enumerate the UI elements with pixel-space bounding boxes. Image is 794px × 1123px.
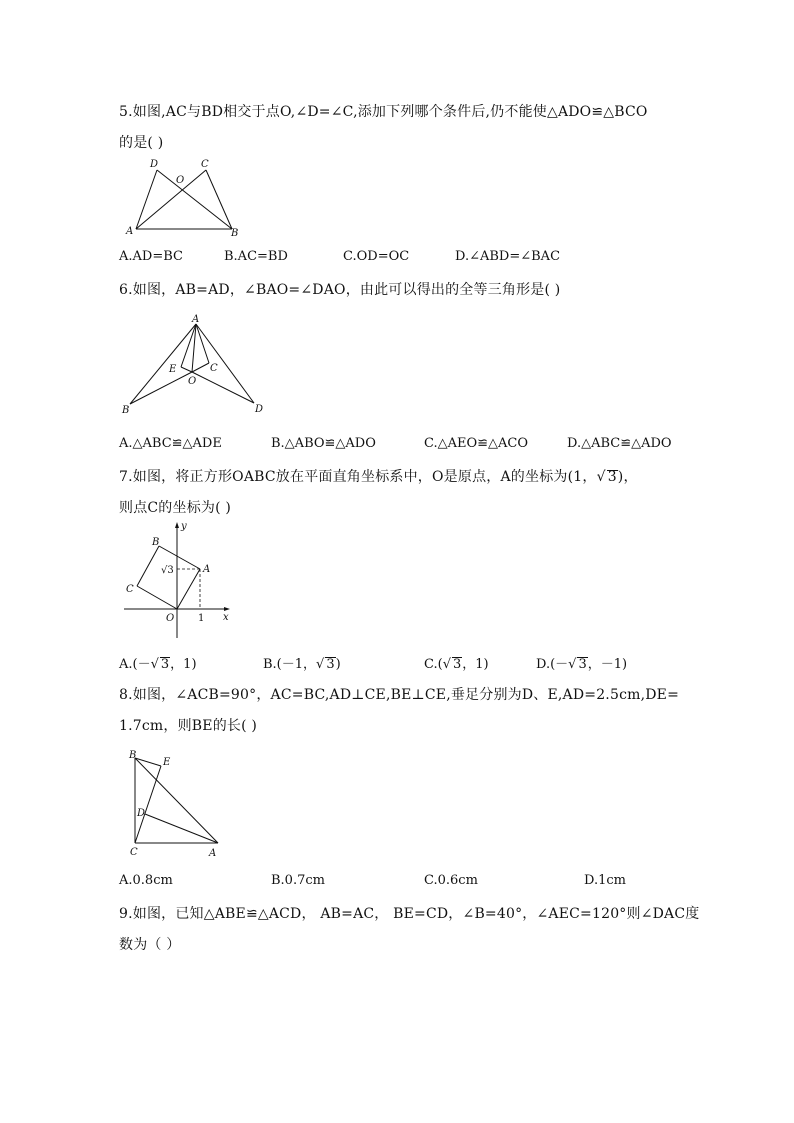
sqrt-icon: √	[316, 657, 325, 672]
q6-label-c: C	[210, 363, 218, 374]
q6-option-b[interactable]: B.△ABO≌△ADO	[271, 436, 376, 451]
q5-label-c: C	[201, 159, 209, 170]
q7-label-a: A	[203, 564, 211, 575]
q6-figure	[119, 312, 279, 422]
q7-option-a-post: ，1)	[170, 657, 197, 672]
q7-option-c-root: 3	[452, 657, 462, 672]
q7-label-y: y	[181, 521, 187, 532]
q7-stem-root: 3	[607, 469, 617, 485]
q8-label-a: A	[209, 848, 217, 859]
q7-option-d-root: 3	[578, 657, 587, 672]
q8-label-d: D	[137, 808, 146, 819]
q8-label-c: C	[130, 847, 138, 858]
q7-option-b-post: )	[335, 657, 341, 672]
q7-option-c[interactable]	[424, 653, 489, 672]
q5-label-a: A	[126, 226, 134, 237]
q5-option-c[interactable]: C.OD=OC	[343, 249, 410, 264]
q9-stem-line1: 9.如图，已知△ABE≌△ACD， AB=AC， BE=CD，∠B=40°，∠AEC=120°则∠DAC度	[119, 906, 700, 922]
q7-label-1: 1	[198, 613, 205, 624]
sqrt-icon: √	[596, 469, 606, 485]
q8-figure	[119, 746, 229, 858]
q6-label-a: A	[192, 314, 200, 325]
q8-label-e: E	[163, 757, 171, 768]
q8-label-b: B	[129, 750, 137, 761]
q7-figure	[119, 520, 239, 645]
q7-label-b: B	[152, 537, 160, 548]
q7-option-d-pre: D.(－	[536, 657, 569, 672]
sqrt-icon: √	[568, 657, 577, 672]
sqrt-icon: √	[442, 657, 451, 672]
q7-stem-text: 7.如图，将正方形OABC放在平面直角坐标系中，O是原点，A的坐标为(1，	[119, 469, 597, 485]
q5-label-d: D	[150, 159, 159, 170]
x-axis-arrow-icon	[224, 607, 230, 611]
q7-option-c-pre: C.(	[424, 657, 443, 672]
q9-stem-line2: 数为（ ）	[119, 937, 181, 953]
q5-option-d[interactable]: D.∠ABD=∠BAC	[455, 249, 561, 264]
q6-label-e: E	[169, 364, 177, 375]
q7-option-b[interactable]	[263, 653, 341, 672]
sqrt-icon: √	[150, 657, 159, 672]
q8-option-c[interactable]: C.0.6cm	[424, 873, 478, 888]
q7-label-x: x	[223, 612, 229, 623]
q7-stem-line1	[119, 466, 638, 486]
q8-stem-line1: 8.如图，∠ACB=90°，AC=BC,AD⊥CE,BE⊥CE,垂足分别为D、E,AD=2.5cm,DE=	[119, 687, 680, 703]
q7-option-b-pre: B.(－1，	[263, 657, 317, 672]
q7-stem-tail: )，	[617, 469, 638, 485]
q8-option-a[interactable]: A.0.8cm	[119, 873, 173, 888]
q5-option-b[interactable]: B.AC=BD	[224, 249, 288, 264]
q6-option-a[interactable]: A.△ABC≌△ADE	[119, 436, 222, 451]
q6-label-d: D	[255, 404, 264, 415]
q7-stem-line2: 则点C的坐标为( )	[119, 500, 232, 516]
q7-option-d[interactable]	[536, 653, 627, 672]
q7-option-a-pre: A.(－	[119, 657, 151, 672]
q8-option-b[interactable]: B.0.7cm	[271, 873, 325, 888]
q7-option-b-root: 3	[326, 657, 335, 672]
q5-stem-line2: 的是( )	[119, 135, 164, 151]
q7-label-o: O	[166, 613, 175, 624]
q6-label-b: B	[122, 405, 130, 416]
q7-label-c: C	[126, 584, 134, 595]
q7-option-c-post: ，1)	[462, 657, 489, 672]
q7-option-a[interactable]	[119, 653, 197, 672]
q6-label-o: O	[188, 376, 197, 387]
y-axis-arrow-icon	[175, 522, 179, 528]
q6-option-c[interactable]: C.△AEO≌△ACO	[424, 436, 529, 451]
q7-option-a-root: 3	[160, 657, 170, 672]
q8-option-d[interactable]: D.1cm	[584, 873, 626, 888]
q5-option-a[interactable]: A.AD=BC	[119, 249, 183, 264]
q5-label-o: O	[176, 175, 185, 186]
q6-stem: 6.如图，AB=AD，∠BAO=∠DAO，由此可以得出的全等三角形是( )	[119, 282, 561, 298]
q5-stem-line1: 5.如图,AC与BD相交于点O,∠D=∠C,添加下列哪个条件后,仍不能使△ADO≌△BCO	[119, 104, 648, 120]
q5-label-b: B	[231, 228, 239, 239]
q8-stem-line2: 1.7cm，则BE的长( )	[119, 718, 258, 734]
q7-option-d-post: ，－1)	[587, 657, 628, 672]
q7-label-root3: √3	[161, 565, 174, 576]
q5-figure	[119, 155, 249, 237]
q6-option-d[interactable]: D.△ABC≌△ADO	[567, 436, 672, 451]
